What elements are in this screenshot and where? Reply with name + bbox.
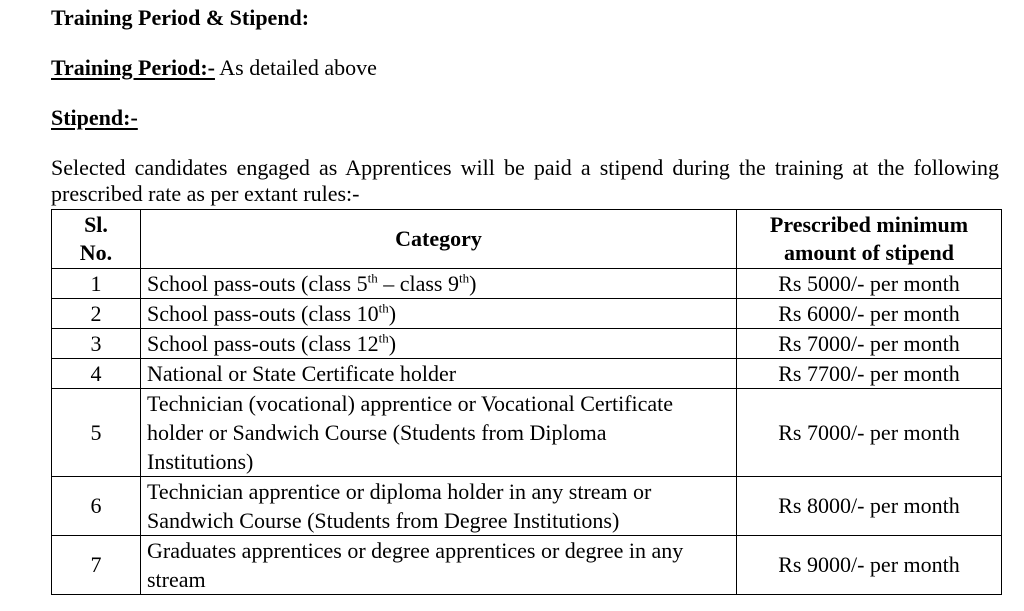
row-number: 1 [52, 269, 141, 299]
row-amount: Rs 7700/- per month [737, 359, 1002, 389]
header-category: Category [141, 210, 737, 269]
intro-paragraph: Selected candidates engaged as Apprentices will be paid a stipend during the training at the following prescribed rate as per extant rules:- [51, 155, 999, 206]
row-amount: Rs 5000/- per month [737, 269, 1002, 299]
table-row [52, 299, 1002, 329]
section-heading: Training Period & Stipend: [51, 5, 310, 30]
row-category: Graduates apprentices or degree apprentices or degree in any stream [141, 536, 737, 595]
row-category: Technician (vocational) apprentice or Vocational Certificate holder or Sandwich Course (Students from Diploma Institutions) [141, 389, 737, 477]
row-number: 5 [52, 389, 141, 477]
row-number: 4 [52, 359, 141, 389]
table-row [52, 536, 1002, 595]
row-category: Technician apprentice or diploma holder in any stream or Sandwich Course (Students from Degree Institutions) [141, 477, 737, 536]
stipend-heading: Stipend:- [51, 105, 138, 130]
row-category: School pass-outs (class 10th) [141, 299, 737, 329]
row-number: 3 [52, 329, 141, 359]
row-number: 2 [52, 299, 141, 329]
row-number: 6 [52, 477, 141, 536]
row-number: 7 [52, 536, 141, 595]
header-amount: Prescribed minimum amount of stipend [737, 210, 1002, 269]
training-period-text: As detailed above [214, 55, 377, 80]
training-period-line [51, 55, 377, 81]
table-row [52, 329, 1002, 359]
table-row [52, 269, 1002, 299]
row-amount: Rs 6000/- per month [737, 299, 1002, 329]
table-row [52, 477, 1002, 536]
row-amount: Rs 7000/- per month [737, 389, 1002, 477]
table-row [52, 389, 1002, 477]
row-category: School pass-outs (class 5th – class 9th) [141, 269, 737, 299]
training-period-label: Training Period:- [51, 55, 215, 80]
row-category: School pass-outs (class 12th) [141, 329, 737, 359]
stipend-table [51, 209, 1002, 595]
header-sl-no: Sl. No. [52, 210, 141, 269]
row-category: National or State Certificate holder [141, 359, 737, 389]
row-amount: Rs 8000/- per month [737, 477, 1002, 536]
table-header-row [52, 210, 1002, 269]
row-amount: Rs 7000/- per month [737, 329, 1002, 359]
table-row [52, 359, 1002, 389]
row-amount: Rs 9000/- per month [737, 536, 1002, 595]
